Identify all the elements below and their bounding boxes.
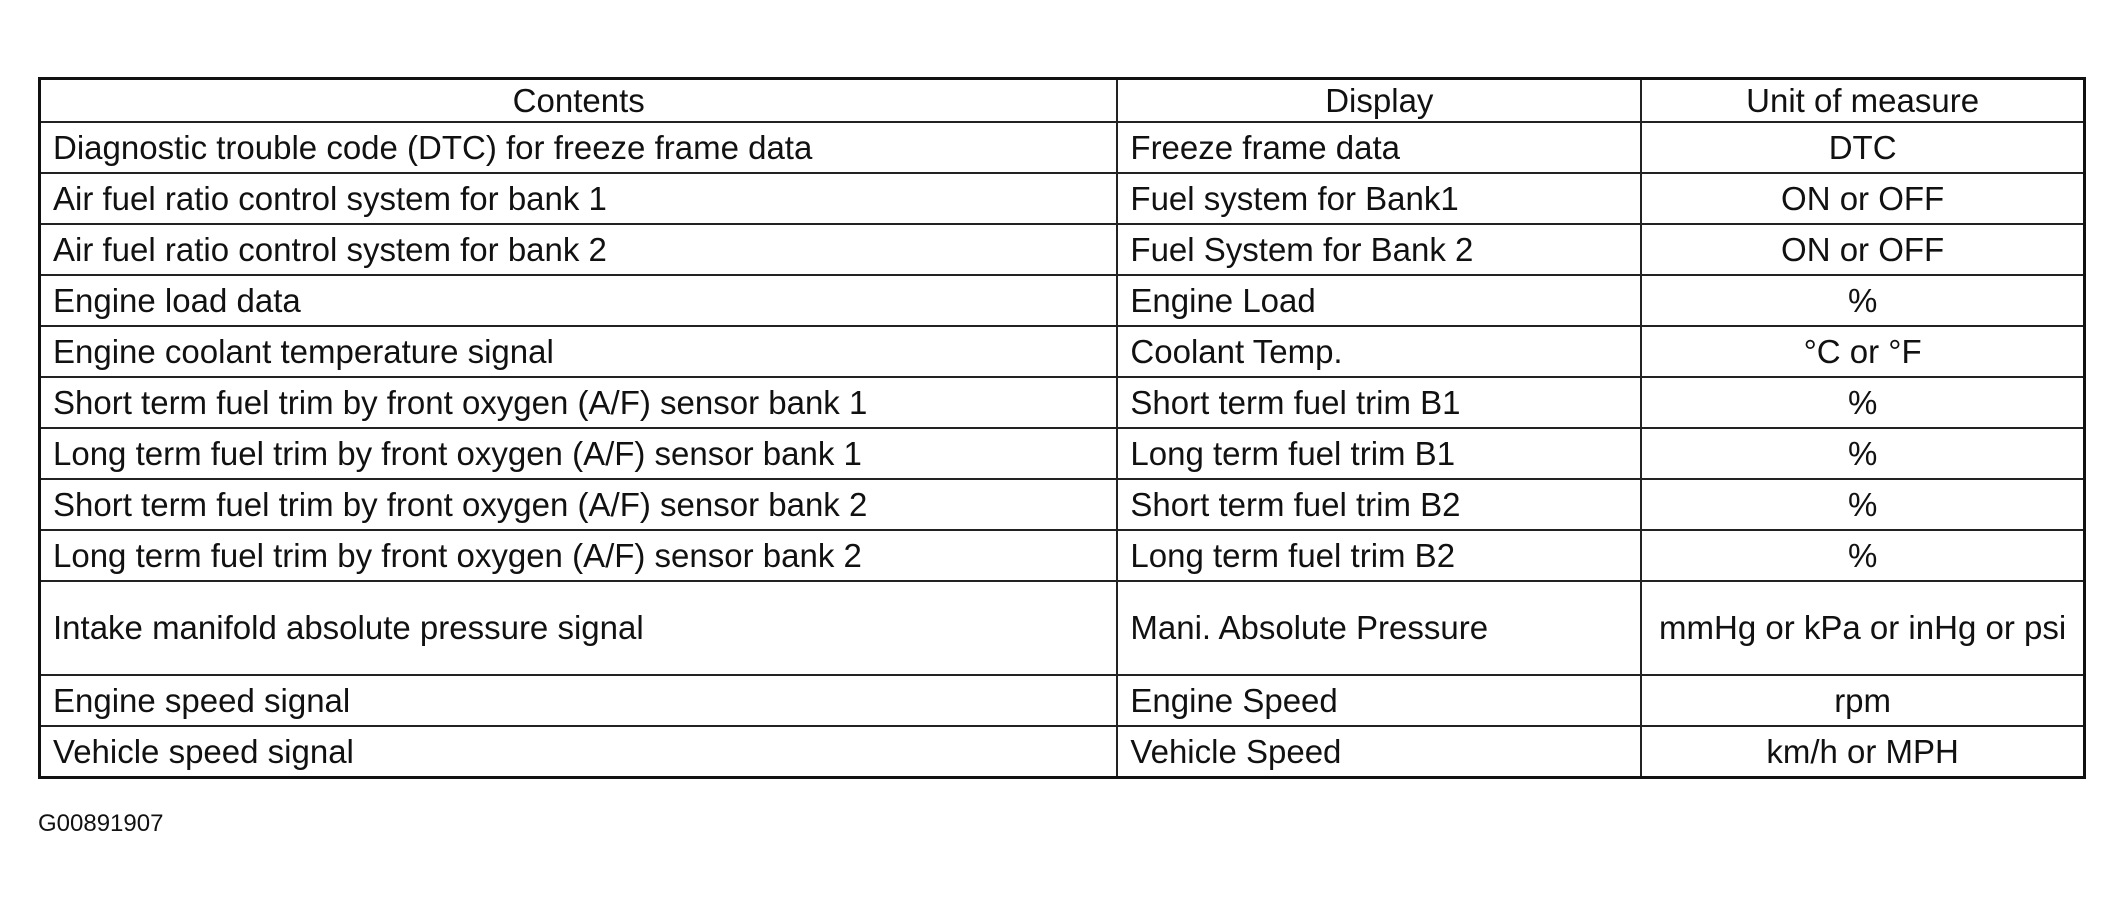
table-row xyxy=(40,530,2085,581)
cell-contents: Short term fuel trim by front oxygen (A/F) sensor bank 1 xyxy=(40,377,1118,428)
cell-contents: Long term fuel trim by front oxygen (A/F) sensor bank 2 xyxy=(40,530,1118,581)
cell-contents: Engine load data xyxy=(40,275,1118,326)
cell-contents: Diagnostic trouble code (DTC) for freeze frame data xyxy=(40,122,1118,173)
table-row xyxy=(40,479,2085,530)
cell-unit: % xyxy=(1641,275,2084,326)
cell-unit: mmHg or kPa or inHg or psi xyxy=(1641,581,2084,675)
cell-unit: % xyxy=(1641,377,2084,428)
header-contents: Contents xyxy=(40,79,1118,123)
cell-display: Engine Speed xyxy=(1117,675,1641,726)
cell-contents: Engine speed signal xyxy=(40,675,1118,726)
cell-contents: Air fuel ratio control system for bank 1 xyxy=(40,173,1118,224)
cell-display: Long term fuel trim B1 xyxy=(1117,428,1641,479)
table-row xyxy=(40,428,2085,479)
table-row xyxy=(40,224,2085,275)
cell-contents: Short term fuel trim by front oxygen (A/F) sensor bank 2 xyxy=(40,479,1118,530)
cell-display: Fuel system for Bank1 xyxy=(1117,173,1641,224)
table-row xyxy=(40,122,2085,173)
cell-unit: % xyxy=(1641,530,2084,581)
table-row xyxy=(40,275,2085,326)
cell-unit: ON or OFF xyxy=(1641,224,2084,275)
cell-unit: % xyxy=(1641,428,2084,479)
figure-id: G00891907 xyxy=(38,810,164,837)
cell-display: Coolant Temp. xyxy=(1117,326,1641,377)
cell-display: Freeze frame data xyxy=(1117,122,1641,173)
cell-contents: Long term fuel trim by front oxygen (A/F) sensor bank 1 xyxy=(40,428,1118,479)
cell-contents: Engine coolant temperature signal xyxy=(40,326,1118,377)
cell-contents: Intake manifold absolute pressure signal xyxy=(40,581,1118,675)
cell-display: Long term fuel trim B2 xyxy=(1117,530,1641,581)
freeze-frame-data-table xyxy=(38,77,2086,779)
cell-contents: Vehicle speed signal xyxy=(40,726,1118,778)
table-row xyxy=(40,581,2085,675)
cell-display: Short term fuel trim B2 xyxy=(1117,479,1641,530)
cell-unit: DTC xyxy=(1641,122,2084,173)
cell-unit: % xyxy=(1641,479,2084,530)
cell-display: Engine Load xyxy=(1117,275,1641,326)
header-row xyxy=(40,79,2085,123)
table-row xyxy=(40,377,2085,428)
table-row xyxy=(40,726,2085,778)
header-display: Display xyxy=(1117,79,1641,123)
cell-unit: km/h or MPH xyxy=(1641,726,2084,778)
cell-unit: rpm xyxy=(1641,675,2084,726)
cell-unit: °C or °F xyxy=(1641,326,2084,377)
cell-contents: Air fuel ratio control system for bank 2 xyxy=(40,224,1118,275)
table-row xyxy=(40,675,2085,726)
table-row xyxy=(40,173,2085,224)
cell-display: Fuel System for Bank 2 xyxy=(1117,224,1641,275)
cell-display: Mani. Absolute Pressure xyxy=(1117,581,1641,675)
table-row xyxy=(40,326,2085,377)
header-unit-of-measure: Unit of measure xyxy=(1641,79,2084,123)
cell-unit: ON or OFF xyxy=(1641,173,2084,224)
cell-display: Vehicle Speed xyxy=(1117,726,1641,778)
cell-display: Short term fuel trim B1 xyxy=(1117,377,1641,428)
